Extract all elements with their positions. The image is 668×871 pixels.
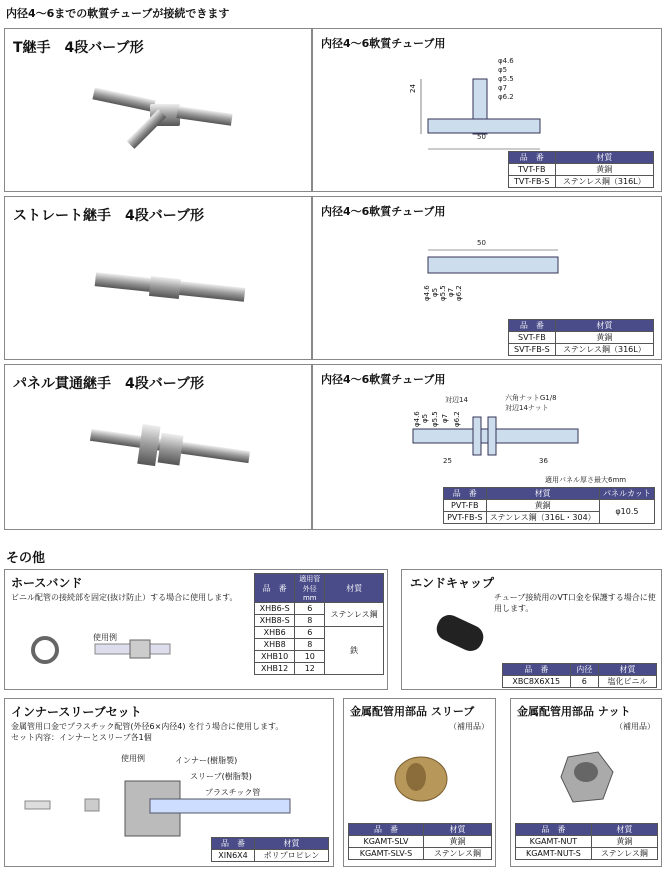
cell: 6 bbox=[295, 627, 325, 639]
cell: 黄銅 bbox=[555, 164, 653, 176]
hoseband-photo bbox=[15, 630, 175, 670]
straight-w: 50 bbox=[477, 239, 486, 247]
th: 材質 bbox=[254, 838, 328, 850]
cell: SVT-FB-S bbox=[509, 344, 556, 356]
th: 品 番 bbox=[516, 824, 592, 836]
inner-panel bbox=[4, 698, 334, 867]
panel-sub: 内径4～6軟質チューブ用 bbox=[321, 373, 446, 386]
cell: 10 bbox=[295, 651, 325, 663]
cell: 黄銅 bbox=[423, 836, 491, 848]
th: 材質 bbox=[591, 824, 657, 836]
inner-l1: インナー(樹脂製) bbox=[175, 756, 238, 765]
panel-dim-1: φ5 bbox=[421, 413, 429, 423]
endcap-table bbox=[502, 663, 657, 688]
inner-title: インナースリーブセット bbox=[11, 705, 142, 719]
straight-sub: 内径4～6軟質チューブ用 bbox=[321, 205, 446, 218]
panel-w2: 36 bbox=[539, 457, 548, 465]
inner-example: 使用例 bbox=[121, 754, 145, 763]
hoseband-desc: ビニル配管の接続部を固定(抜け防止）する場合に使用します。 bbox=[11, 593, 238, 602]
cell: XBC8X6X15 bbox=[503, 676, 571, 688]
th: パネルカット bbox=[599, 488, 654, 500]
t-joint-photo bbox=[85, 74, 245, 164]
straight-drawing bbox=[423, 247, 563, 287]
inner-drawing bbox=[15, 771, 315, 841]
th: 適用管外径mm bbox=[295, 574, 325, 603]
panel-dim-2: φ5.5 bbox=[431, 411, 439, 427]
cell: 6 bbox=[295, 603, 325, 615]
straight-drawing-panel bbox=[312, 196, 662, 360]
th: 内径 bbox=[570, 664, 598, 676]
cell: ポリプロピレン bbox=[254, 850, 328, 862]
cell: TVT-FB bbox=[509, 164, 556, 176]
straight-dim-4: φ6.2 bbox=[455, 285, 463, 301]
t-joint-dim-3: φ7 bbox=[498, 84, 508, 92]
cell: XHB12 bbox=[255, 663, 295, 675]
cell: XIN6X4 bbox=[212, 850, 255, 862]
cell: 黄銅 bbox=[555, 332, 653, 344]
cell: PVT-FB bbox=[444, 500, 487, 512]
panel-photo bbox=[85, 420, 255, 480]
endcap-desc: チューブ接続用のVT口金を保護する場合に使用します。 bbox=[494, 593, 656, 613]
cell: XHB6-S bbox=[255, 603, 295, 615]
t-joint-dim-4: φ6.2 bbox=[498, 93, 514, 101]
nut-title: 金属配管用部品 ナット bbox=[517, 705, 631, 718]
page-title: 内径4～6までの軟質チューブが接続できます bbox=[6, 7, 230, 20]
hoseband-example: 使用例 bbox=[93, 633, 117, 642]
cell: ステンレス鋼（316L） bbox=[555, 176, 653, 188]
th: 品 番 bbox=[212, 838, 255, 850]
t-joint-photo-panel bbox=[4, 28, 312, 192]
th: 品 番 bbox=[509, 152, 556, 164]
t-joint-w: 50 bbox=[477, 133, 486, 141]
cell: SVT-FB bbox=[509, 332, 556, 344]
panel-drawing-panel bbox=[312, 364, 662, 530]
t-joint-h: 24 bbox=[409, 84, 417, 93]
sleeve-panel bbox=[343, 698, 496, 867]
cell: KGAMT-NUT-S bbox=[516, 848, 592, 860]
straight-dim-3: φ7 bbox=[447, 287, 455, 297]
sleeve-photo bbox=[386, 749, 456, 809]
th: 材質 bbox=[555, 152, 653, 164]
straight-title: ストレート継手 4段バーブ形 bbox=[13, 208, 205, 224]
cell: 鉄 bbox=[325, 627, 384, 675]
th: 材質 bbox=[423, 824, 491, 836]
cell: KGAMT-SLV-S bbox=[349, 848, 424, 860]
cell: PVT-FB-S bbox=[444, 512, 487, 524]
panel-dim-4: φ6.2 bbox=[453, 411, 461, 427]
inner-table bbox=[211, 837, 329, 862]
straight-dim-1: φ5 bbox=[431, 287, 439, 297]
sleeve-title: 金属配管用部品 スリーブ bbox=[350, 705, 475, 718]
panel-note: 適用パネル厚さ最大6mm bbox=[545, 476, 627, 484]
straight-photo bbox=[90, 272, 250, 312]
cell: 黄銅 bbox=[486, 500, 599, 512]
hoseband-panel bbox=[4, 569, 388, 690]
cell: 8 bbox=[295, 639, 325, 651]
panel-photo-panel bbox=[4, 364, 312, 530]
th: 品 番 bbox=[255, 574, 295, 603]
t-joint-dim-2: φ5.5 bbox=[498, 75, 514, 83]
straight-table bbox=[508, 319, 654, 356]
endcap-panel bbox=[401, 569, 662, 690]
th: 材質 bbox=[486, 488, 599, 500]
hoseband-table bbox=[254, 573, 384, 675]
endcap-title: エンドキャップ bbox=[410, 576, 495, 590]
cell: XHB6 bbox=[255, 627, 295, 639]
th: 品 番 bbox=[444, 488, 487, 500]
cell: ステンレス鋼 bbox=[591, 848, 657, 860]
th: 材質 bbox=[598, 664, 656, 676]
panel-title: パネル貫通継手 4段バーブ形 bbox=[13, 376, 205, 392]
cell: XHB10 bbox=[255, 651, 295, 663]
t-joint-drawing bbox=[413, 59, 573, 159]
sleeve-note: （補用品） bbox=[449, 722, 489, 731]
nut-note: （補用品） bbox=[615, 722, 655, 731]
cell: 黄銅 bbox=[591, 836, 657, 848]
inner-desc2: セット内容：インナーとスリーブ各1個 bbox=[11, 733, 152, 742]
nut-table bbox=[515, 823, 658, 860]
cell: XHB8 bbox=[255, 639, 295, 651]
t-joint-table bbox=[508, 151, 654, 188]
hoseband-title: ホースバンド bbox=[11, 576, 83, 590]
cell: KGAMT-NUT bbox=[516, 836, 592, 848]
cell: ステンレス鋼 bbox=[325, 603, 384, 627]
inner-l2: スリーブ(樹脂製) bbox=[190, 772, 252, 781]
cell: ステンレス鋼（316L） bbox=[555, 344, 653, 356]
th: 材質 bbox=[325, 574, 384, 603]
straight-photo-panel bbox=[4, 196, 312, 360]
nut-panel bbox=[510, 698, 662, 867]
endcap-photo bbox=[424, 612, 494, 662]
other-heading: その他 bbox=[6, 551, 46, 566]
cell: ステンレス鋼（316L・304） bbox=[486, 512, 599, 524]
t-joint-dim-1: φ5 bbox=[498, 66, 508, 74]
th: 品 番 bbox=[509, 320, 556, 332]
th: 材質 bbox=[555, 320, 653, 332]
panel-label-c: 対辺14ナット bbox=[505, 404, 549, 412]
t-joint-dim-0: φ4.6 bbox=[498, 57, 514, 65]
t-joint-title: T継手 4段バーブ形 bbox=[13, 40, 144, 56]
sleeve-table bbox=[348, 823, 492, 860]
cell: XHB8-S bbox=[255, 615, 295, 627]
t-joint-sub: 内径4～6軟質チューブ用 bbox=[321, 37, 446, 50]
cell: KGAMT-SLV bbox=[349, 836, 424, 848]
cell: 6 bbox=[570, 676, 598, 688]
cell: TVT-FB-S bbox=[509, 176, 556, 188]
t-joint-drawing-panel bbox=[312, 28, 662, 192]
th: 品 番 bbox=[503, 664, 571, 676]
straight-dim-2: φ5.5 bbox=[439, 285, 447, 301]
panel-table bbox=[443, 487, 655, 524]
cell: φ10.5 bbox=[599, 500, 654, 524]
cell: 12 bbox=[295, 663, 325, 675]
th: 品 番 bbox=[349, 824, 424, 836]
inner-desc1: 金属管用口金でプラスチック配管(外径6×内径4) を行う場合に使用します。 bbox=[11, 722, 284, 731]
panel-dim-0: φ4.6 bbox=[413, 411, 421, 427]
panel-dim-3: φ7 bbox=[441, 413, 449, 423]
straight-dim-0: φ4.6 bbox=[423, 285, 431, 301]
nut-photo bbox=[553, 747, 623, 807]
cell: 8 bbox=[295, 615, 325, 627]
panel-w1: 25 bbox=[443, 457, 452, 465]
inner-l3: プラスチック管 bbox=[205, 788, 261, 797]
panel-label-b: 六角ナットG1/8 bbox=[505, 394, 557, 402]
cell: 塩化ビニル bbox=[598, 676, 656, 688]
panel-label-a: 対辺14 bbox=[445, 396, 468, 404]
cell: ステンレス鋼 bbox=[423, 848, 491, 860]
